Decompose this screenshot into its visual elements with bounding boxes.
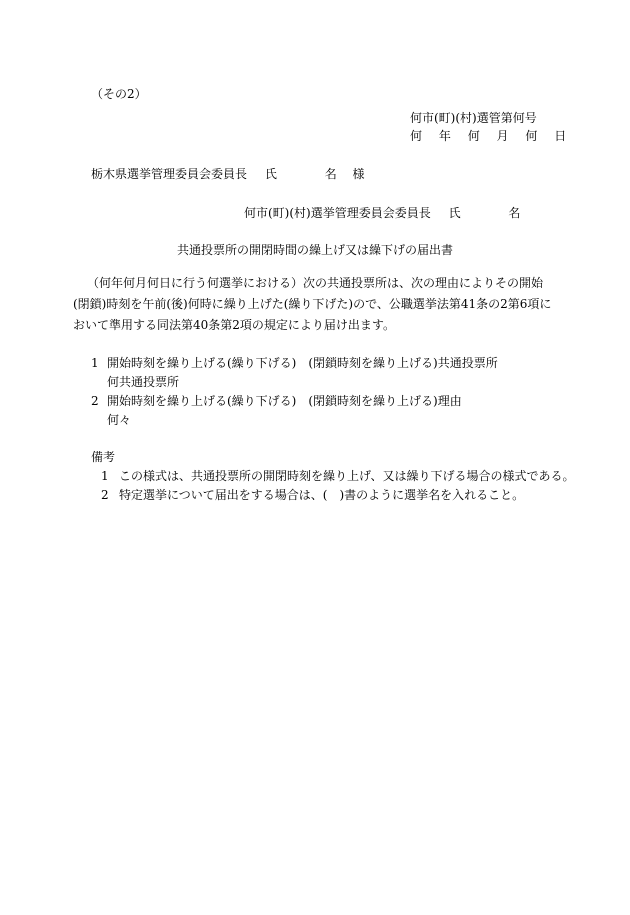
- addressee-title: 栃木県選挙管理委員会委員長: [91, 167, 248, 181]
- date-year-unit: 年: [438, 129, 451, 143]
- item-1-label: 開始時刻を繰り上げる(繰り下げる) (閉鎖時刻を繰り上げる)共通投票所: [107, 356, 498, 370]
- date-month-value: 何: [467, 129, 480, 143]
- document-date: [410, 128, 566, 144]
- date-month-unit: 月: [496, 129, 509, 143]
- sender-shi: 氏: [448, 206, 461, 220]
- addressee-line: [91, 166, 365, 182]
- item-2-label: 開始時刻を繰り上げる(繰り下げる) (閉鎖時刻を繰り上げる)理由: [107, 394, 462, 408]
- date-year-value: 何: [410, 129, 423, 143]
- sender-na: 名: [508, 206, 521, 220]
- remark-2-text: 特定選挙について届出をする場合は、( )書のように選挙名を入れること。: [119, 488, 525, 502]
- item-1-number: 1: [91, 356, 99, 370]
- addressee-honorific: 様: [352, 167, 365, 181]
- date-day-value: 何: [525, 129, 538, 143]
- item-2-number: 2: [91, 394, 99, 408]
- date-day-unit: 日: [554, 129, 567, 143]
- remark-1-number: 1: [101, 469, 109, 483]
- addressee-na: 名: [324, 167, 337, 181]
- document-number: 何市(町)(村)選管第何号: [410, 111, 537, 125]
- item-1-value: 何共通投票所: [107, 375, 180, 389]
- item-2-value: 何々: [107, 413, 132, 427]
- sender-line: [244, 205, 520, 221]
- body-paragraph: （何年何月何日に行う何選挙における）次の共通投票所は、次の理由によりその開始(閉鎖)時刻を午前(後)何時に繰り上げた(繰り下げた)ので、公職選挙法第41条の2第6項において準用する同法第40条第2項の規定により届け出ます。: [73, 276, 552, 332]
- addressee-shi: 氏: [264, 167, 277, 181]
- sender-title: 何市(町)(村)選挙管理委員会委員長: [244, 206, 431, 220]
- document-heading: 共通投票所の開閉時間の繰上げ又は繰下げの届出書: [177, 243, 454, 257]
- remark-1-text: この様式は、共通投票所の開閉時刻を繰り上げ、又は繰り下げる場合の様式である。: [119, 469, 575, 483]
- form-variant-label: （その2）: [91, 87, 147, 101]
- remark-2-number: 2: [101, 488, 109, 502]
- remarks-heading: 備考: [91, 450, 116, 464]
